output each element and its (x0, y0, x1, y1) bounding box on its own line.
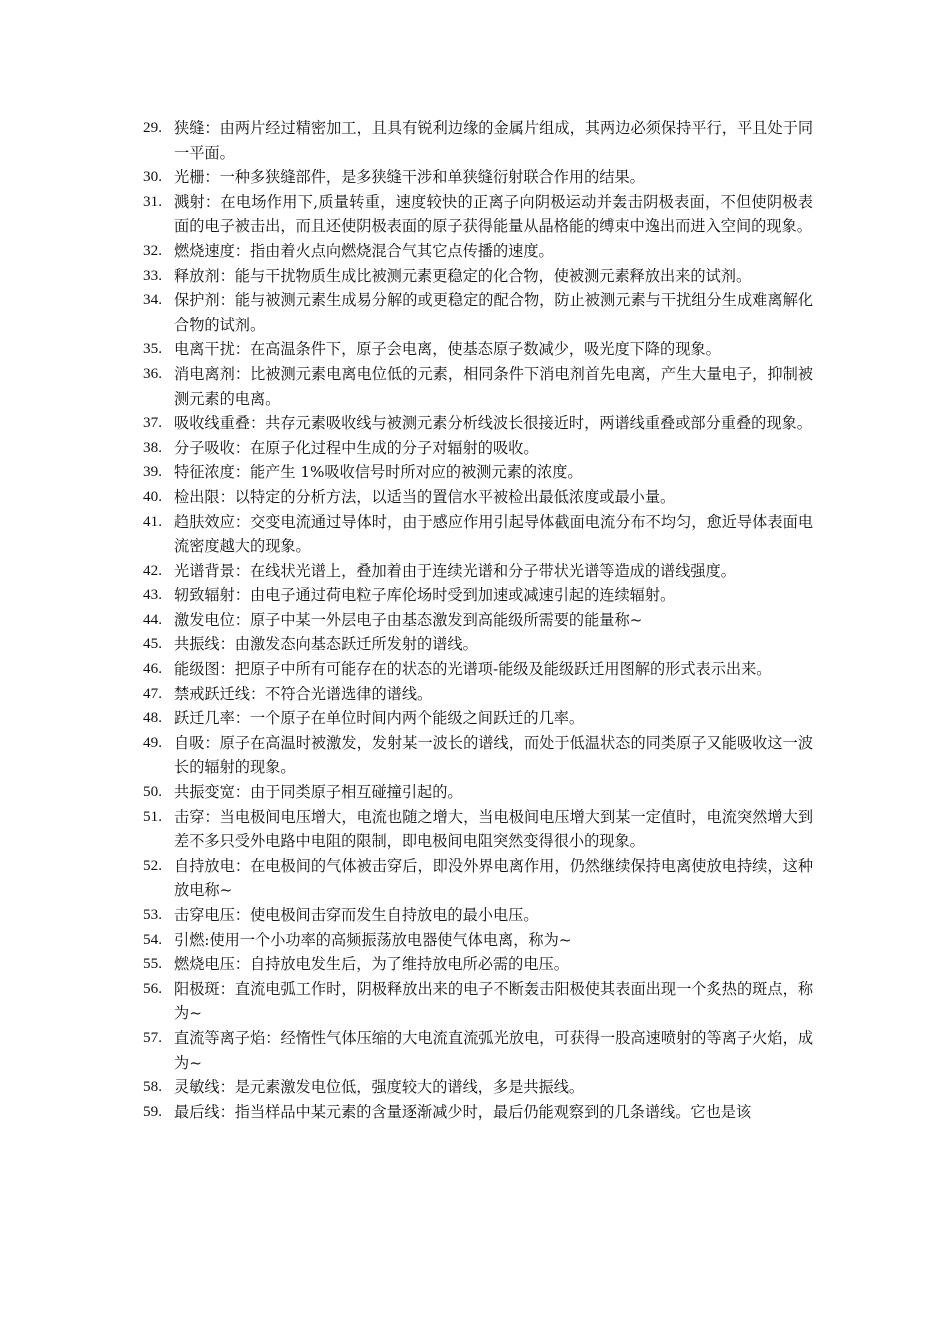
glossary-entry (143, 583, 813, 608)
glossary-entry (143, 805, 813, 854)
entry-number: 34. (143, 291, 162, 309)
glossary-entry (143, 608, 813, 633)
glossary-entry (143, 190, 813, 239)
glossary-entry (143, 632, 813, 657)
glossary-entry (143, 1075, 813, 1100)
glossary-entry (143, 337, 813, 362)
glossary-entry (143, 485, 813, 510)
entry-text: 跃迁几率：一个原子在单位时间内两个能级之间跃迁的几率。 (174, 709, 585, 728)
glossary-entry (143, 952, 813, 977)
entry-text: 光栅：一种多狭缝部件，是多狭缝干涉和单狭缝衍射联合作用的结果。 (174, 168, 645, 187)
entry-number: 48. (143, 709, 162, 727)
glossary-entry (143, 731, 813, 780)
glossary-entry (143, 854, 813, 903)
entry-number: 44. (143, 610, 162, 628)
glossary-entry (143, 264, 813, 289)
entry-text: 轫致辐射：由电子通过荷电粒子库伦场时受到加速或减速引起的连续辐射。 (174, 586, 676, 605)
entry-text: 吸收线重叠：共存元素吸收线与被测元素分析线波长很接近时，两谱线重叠或部分重叠的现象。 (174, 414, 812, 433)
entry-number: 40. (143, 487, 162, 505)
entry-text: 释放剂：能与干扰物质生成比被测元素更稳定的化合物，使被测元素释放出来的试剂。 (174, 266, 752, 285)
entry-number: 33. (143, 266, 162, 284)
glossary-entry (143, 1100, 813, 1125)
entry-number: 56. (143, 979, 162, 997)
glossary-entry (143, 411, 813, 436)
entry-text: 燃烧电压：自持放电发生后，为了维持放电所必需的电压。 (174, 955, 569, 974)
entry-number: 50. (143, 783, 162, 801)
entry-text: 灵敏线：是元素激发电位低，强度较大的谱线，多是共振线。 (174, 1078, 585, 1097)
entry-text: 保护剂：能与被测元素生成易分解的或更稳定的配合物，防止被测元素与干扰组分生成难离解化合物的试剂。 (174, 291, 813, 334)
glossary-entry (143, 559, 813, 584)
glossary-entry (143, 362, 813, 411)
entry-number: 54. (143, 930, 162, 948)
entry-text: 阳极斑：直流电弧工作时，阴极释放出来的电子不断轰击阳极使其表面出现一个炙热的斑点，称为~ (174, 979, 813, 1023)
glossary-entry (143, 239, 813, 264)
glossary-entry (143, 460, 813, 485)
entry-text: 溅射：在电场作用下,质量转重，速度较快的正离子向阴极运动并轰击阴极表面，不但使阴极表面的电子被击出，而且还使阴极表面的原子获得能量从晶格能的缚束中逸出而进入空间的现象。 (174, 192, 813, 236)
entry-number: 42. (143, 561, 162, 579)
glossary-entry (143, 165, 813, 190)
glossary-entry (143, 903, 813, 928)
entry-number: 38. (143, 438, 162, 456)
entry-number: 37. (143, 414, 162, 432)
entry-number: 36. (143, 364, 162, 382)
entry-text: 能级图：把原子中所有可能存在的状态的光谱项-能级及能级跃迁用图解的形式表示出来。 (174, 660, 772, 679)
entry-text: 击穿电压：使电极间击穿而发生自持放电的最小电压。 (174, 906, 539, 924)
entry-number: 46. (143, 660, 162, 678)
entry-text: 狭缝：由两片经过精密加工，且具有锐利边缘的金属片组成，其两边必须保持平行，平且处于同一平面。 (174, 119, 813, 162)
entry-number: 39. (143, 463, 162, 481)
entry-number: 41. (143, 512, 162, 530)
entry-number: 57. (143, 1028, 162, 1046)
entry-number: 31. (143, 192, 162, 210)
entry-text: 引燃:使用一个小功率的高频振荡放电器使气体电离，称为~ (174, 930, 572, 949)
entry-text: 分子吸收：在原子化过程中生成的分子对辐射的吸收。 (174, 438, 539, 457)
entry-text: 趋肤效应：交变电流通过导体时，由于感应作用引起导体截面电流分布不均匀，愈近导体表面电流密度越大的现象。 (174, 512, 813, 556)
glossary-entry (143, 928, 813, 953)
entry-text: 自持放电：在电极间的气体被击穿后，即没外界电离作用，仍然继续保持电离使放电持续，这种放电称~ (174, 856, 813, 900)
entry-number: 52. (143, 856, 162, 874)
entry-text: 禁戒跃迁线：不符合光谱选律的谱线。 (174, 684, 433, 703)
entry-number: 53. (143, 906, 162, 923)
entry-text: 直流等离子焰：经惰性气体压缩的大电流直流弧光放电，可获得一股高速喷射的等离子火焰，成为~ (174, 1028, 813, 1072)
entry-number: 30. (143, 168, 162, 186)
entry-text: 电离干扰：在高温条件下，原子会电离，使基态原子数减少，吸光度下降的现象。 (174, 340, 721, 359)
entry-number: 43. (143, 586, 162, 604)
glossary-entry (143, 657, 813, 682)
glossary-entry (143, 780, 813, 805)
glossary-entry (143, 706, 813, 731)
entry-number: 49. (143, 733, 162, 751)
glossary-entry (143, 977, 813, 1026)
entry-text: 消电离剂：比被测元素电离电位低的元素，相同条件下消电剂首先电离，产生大量电子，抑制被测元素的电离。 (174, 364, 813, 408)
entry-text: 击穿：当电极间电压增大，电流也随之增大，当电极间电压增大到某一定值时，电流突然增大到差不多只受外电路中电阻的限制，即电极间电阻突然变得很小的现象。 (174, 807, 813, 851)
entry-text: 光谱背景：在线状光谱上，叠加着由于连续光谱和分子带状光谱等造成的谱线强度。 (174, 561, 736, 580)
glossary-entry (143, 436, 813, 461)
entry-text: 燃烧速度：指由着火点向燃烧混合气其它点传播的速度。 (174, 241, 554, 260)
entry-text: 自吸：原子在高温时被激发，发射某一波长的谱线，而处于低温状态的同类原子又能吸收这一波长的辐射的现象。 (174, 733, 813, 777)
glossary-entry (143, 116, 813, 165)
glossary-entry (143, 1026, 813, 1075)
entry-number: 45. (143, 635, 162, 653)
entry-text: 特征浓度：能产生 1%吸收信号时所对应的被测元素的浓度。 (174, 463, 583, 482)
glossary-entry (143, 510, 813, 559)
entry-number: 32. (143, 241, 162, 259)
entry-text: 激发电位：原子中某一外层电子由基态激发到高能级所需要的能量称~ (174, 610, 643, 629)
entry-number: 35. (143, 340, 162, 358)
glossary-list (143, 116, 813, 1124)
entry-text: 共振变宽：由于同类原子相互碰撞引起的。 (174, 783, 463, 802)
entry-number: 51. (143, 807, 162, 825)
entry-text: 最后线：指当样品中某元素的含量逐渐减少时，最后仍能观察到的几条谱线。它也是该 (174, 1102, 752, 1121)
entry-text: 共振线：由激发态向基态跃迁所发射的谱线。 (174, 635, 478, 654)
entry-number: 58. (143, 1078, 162, 1096)
entry-number: 59. (143, 1102, 162, 1120)
glossary-entry (143, 682, 813, 707)
entry-number: 47. (143, 684, 162, 702)
entry-text: 检出限：以特定的分析方法，以适当的置信水平被检出最低浓度或最小量。 (174, 487, 676, 506)
entry-number: 55. (143, 955, 162, 973)
entry-number: 29. (143, 119, 162, 136)
glossary-entry (143, 288, 813, 337)
